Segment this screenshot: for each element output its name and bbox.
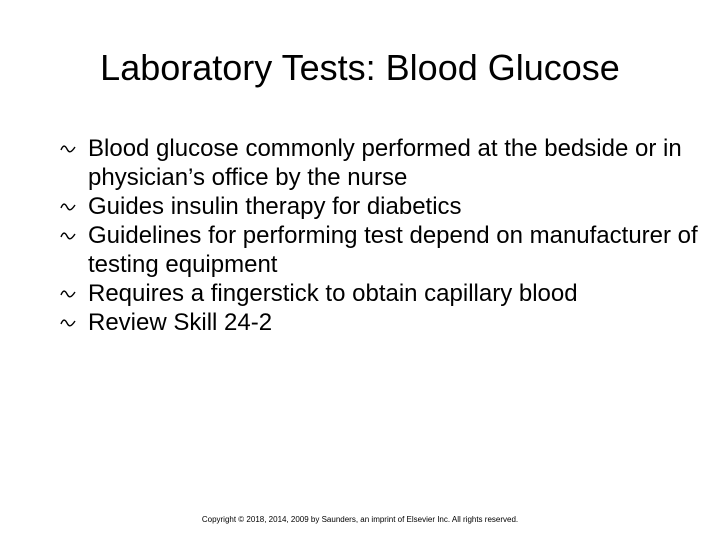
bullet-text: Review Skill 24-2 xyxy=(88,309,273,336)
bullet-item xyxy=(60,279,700,308)
bullet-text: Blood glucose commonly performed at the bedside or in physician’s office by the nurse xyxy=(88,135,682,191)
wave-icon xyxy=(60,231,76,241)
copyright-footer: Copyright © 2018, 2014, 2009 by Saunders, an imprint of Elsevier Inc. All rights reserved. xyxy=(201,515,519,524)
wave-icon xyxy=(60,202,76,212)
wave-icon xyxy=(60,144,76,154)
bullet-text: Guides insulin therapy for diabetics xyxy=(88,193,462,220)
bullet-text: Guidelines for performing test depend on manufacturer of testing equipment xyxy=(88,222,698,278)
bullet-item xyxy=(60,308,700,337)
bullet-item xyxy=(60,192,700,221)
bullet-item xyxy=(60,134,700,192)
slide-title: Laboratory Tests: Blood Glucose xyxy=(100,47,620,88)
wave-icon xyxy=(60,289,76,299)
wave-icon xyxy=(60,318,76,328)
bullet-list xyxy=(60,134,700,337)
bullet-text: Requires a fingerstick to obtain capillary blood xyxy=(88,280,578,307)
bullet-item xyxy=(60,221,700,279)
